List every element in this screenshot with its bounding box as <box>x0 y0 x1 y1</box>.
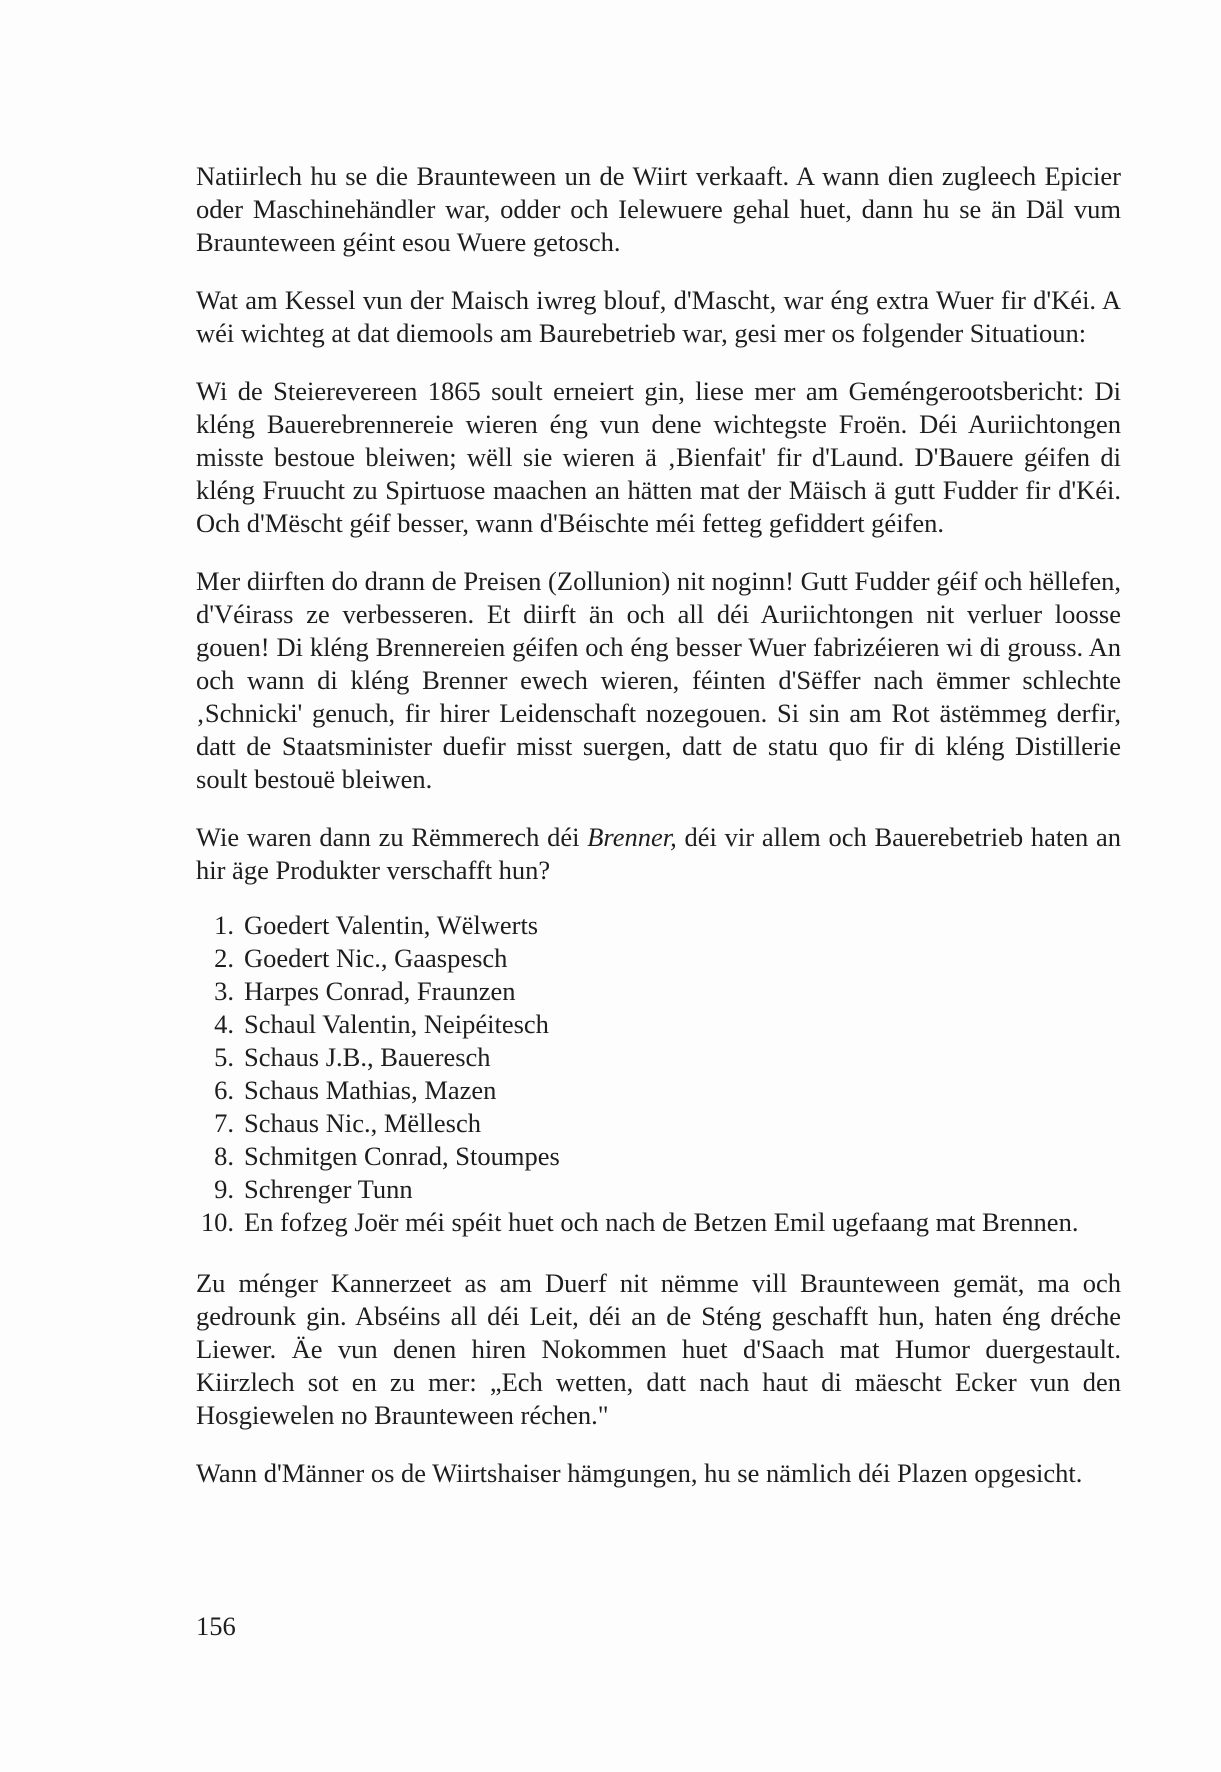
list-item <box>196 1206 1121 1239</box>
list-item-number: 7. <box>214 1108 234 1138</box>
paragraph-5-text-start: Wie waren dann zu Rëmmerech déi <box>196 822 588 852</box>
list-item <box>196 1173 1121 1206</box>
paragraph-5 <box>196 821 1121 887</box>
list-item-text: Schmitgen Conrad, Stoumpes <box>244 1141 560 1171</box>
list-item-number: 8. <box>214 1141 234 1171</box>
list-item-text: Schaus Nic., Mëllesch <box>244 1108 481 1138</box>
paragraph-7: Wann d'Männer os de Wiirtshaiser hämgungen, hu se nämlich déi Plazen opgesicht. <box>196 1458 1083 1488</box>
list-item-number: 4. <box>214 1009 234 1039</box>
paragraph-1: Natiirlech hu se die Braunteween un de Wiirt verkaaft. A wann dien zugleech Epicier oder Maschinehändler war, odder och Ielewuere gehal huet, dann hu se än Däl vum Braunteween géint esou Wuere getosch. <box>196 161 1121 257</box>
list-item-text: En fofzeg Joër méi spéit huet och nach de Betzen Emil ugefaang mat Brennen. <box>244 1207 1079 1237</box>
paragraph-6: Zu ménger Kannerzeet as am Duerf nit nëmme vill Braunteween gemät, ma och gedrounk gin. Abséins all déi Leit, déi an de Sténg geschafft hun, haten éng dréche Liewer. Äe vun denen hiren Nokommen huet d'Saach mat Humor duergestault. Kiirzlech sot en zu mer: „Ech wetten, datt nach haut di mäescht Ecker vun den Hosgiewelen no Braunteween réchen." <box>196 1268 1121 1430</box>
list-item-number: 2. <box>214 943 234 973</box>
list-item <box>196 1074 1121 1107</box>
list-item-text: Schaus J.B., Baueresch <box>244 1042 491 1072</box>
distiller-list <box>196 909 1121 1239</box>
paragraph-5-italic-term: Brenner, <box>587 822 677 852</box>
list-item-number: 6. <box>214 1075 234 1105</box>
list-item-number: 1. <box>214 910 234 940</box>
list-item <box>196 909 1121 942</box>
list-item-text: Goedert Nic., Gaaspesch <box>244 943 508 973</box>
paragraph-5-text-end: déi vir allem och Bauerebetrieb haten an hir äge Produkter verschafft hun? <box>196 822 1121 885</box>
body-text <box>196 160 1121 1515</box>
list-item <box>196 1107 1121 1140</box>
list-item-text: Harpes Conrad, Fraunzen <box>244 976 516 1006</box>
list-item-text: Schrenger Tunn <box>244 1174 413 1204</box>
list-item-text: Schaul Valentin, Neipéitesch <box>244 1009 549 1039</box>
list-item <box>196 1041 1121 1074</box>
list-item <box>196 975 1121 1008</box>
paragraph-2: Wat am Kessel vun der Maisch iwreg blouf, d'Mascht, war éng extra Wuer fir d'Kéi. A wéi wichteg at dat diemools am Baurebetrieb war, gesi mer os folgender Situatioun: <box>196 285 1121 348</box>
list-item-number: 9. <box>214 1174 234 1204</box>
list-item <box>196 1008 1121 1041</box>
page-number: 156 <box>196 1611 236 1641</box>
paragraph-4: Mer diirften do drann de Preisen (Zollunion) nit noginn! Gutt Fudder géif och hëllefen, d'Véirass ze verbesseren. Et diirft än och all déi Auriichtongen nit verluer loosse gouen! Di kléng Brennereien géifen och éng besser Wuer fabrizéieren wi di grouss. An och wann di kléng Brenner ewech wieren, féinten d'Sëffer nach ëmmer schlechte ‚Schnicki' genuch, fir hirer Leidenschaft nozegouen. Si sin am Rot ästëmmeg derfir, datt de Staatsminister duefir misst suergen, datt de statu quo fir di kléng Distillerie soult bestouë bleiwen. <box>196 566 1121 794</box>
paragraph-3: Wi de Steierevereen 1865 soult erneiert gin, liese mer am Geméngerootsbericht: Di kléng Bauerebrennereie wieren éng vun dene wichtegste Froën. Déi Auriichtongen misste bestoue bleiwen; wëll sie wieren ä ‚Bienfait' fir d'Laund. D'Bauere géifen di kléng Fruucht zu Spirtuose maachen an hätten mat der Mäisch ä gutt Fudder fir d'Kéi. Och d'Mëscht géif besser, wann d'Béischte méi fetteg gefiddert géifen. <box>196 376 1121 538</box>
list-item <box>196 1140 1121 1173</box>
list-item <box>196 942 1121 975</box>
list-item-number: 5. <box>214 1042 234 1072</box>
list-item-number: 3. <box>214 976 234 1006</box>
list-item-text: Schaus Mathias, Mazen <box>244 1075 497 1105</box>
list-item-number: 10. <box>200 1207 234 1237</box>
list-item-text: Goedert Valentin, Wëlwerts <box>244 910 539 940</box>
